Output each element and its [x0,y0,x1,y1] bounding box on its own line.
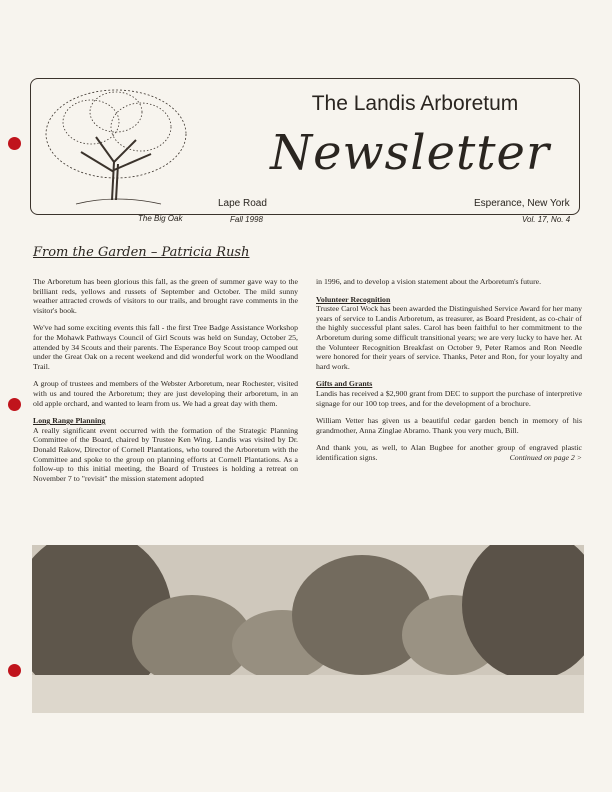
paragraph-text: And thank you, as well, to Alan Bugbee for another group of engraved plastic identification signs. [316,443,582,462]
tree-caption: The Big Oak [138,214,183,223]
oak-tree-illustration [36,82,196,218]
arboretum-photo [32,545,584,713]
section-heading: Long Range Planning [33,416,106,426]
paragraph: Landis has received a $2,900 grant from DEC to support the purchase of interpretive signage for our 100 top trees, and for the development of a brochure. [316,388,582,408]
paragraph: A really significant event occurred with the formation of the Strategic Planning Committee of the Board, chaired by Trustee Ken Wing. Landis was visited by Dr. Donald Rakow, Director of Cornell Plantations, who toured the Arboretum with the Committee and spoke to the group on planning efforts at Cornell Plantations. As a follow-up to this initial meeting, the Board of Trustees is holding a retreat on November 7 to "revisit" the mission statement adopted [33,425,298,483]
punch-hole-bottom [8,664,21,677]
publication-title: The Landis Arboretum [311,92,519,115]
paragraph: Trustee Carol Wock has been awarded the Distinguished Service Award for her many years of service to Landis Arboretum, as treasurer, as Board President, as co-chair of the highly successful plant sales. Carol has been faithful to her commitment to the Arboretum during some difficult transitional years; we are very lucky to have her. At the Volunteer Recognition Breakfast on October 9, Peter Ramos and Ron Needle were honored for their years of service. Thanks, Peter and Ron, for your loyalty and hard work. [316,304,582,371]
paragraph: in 1996, and to develop a vision statement about the Arboretum's future. [316,277,542,286]
address-left: Lape Road [218,198,267,209]
paragraph: William Vetter has given us a beautiful cedar garden bench in memory of his grandmother, Anna Zinglae Abramo. Thank you very much, Bill. [316,416,582,435]
paragraph: We've had some exciting events this fall - the first Tree Badge Assistance Workshop for the Mohawk Pathways Council of Girl Scouts was held on Sunday, October 25, attended by 34 Scouts and their parents. The Esperance Boy Scout troop camped out under the Great Oak on a recent weekend and did wonderful work on the Woodland Trail. [33,323,298,371]
address-right: Esperance, New York [474,198,570,209]
section-heading: Volunteer Recognition [316,294,391,304]
continued-note: Continued on page 2 > [509,452,582,462]
left-column [33,277,298,491]
volume-number: Vol. 17, No. 4 [522,215,571,224]
punch-hole-top [8,137,21,150]
issue-date: Fall 1998 [230,215,263,224]
newsletter-wordmark: Newsletter [270,125,550,181]
photo-trees-illustration [32,545,584,713]
article-heading: From the Garden – Patricia Rush [33,245,250,260]
right-column [316,277,582,463]
paragraph: The Arboretum has been glorious this fall, as the green of summer gave way to the brilliant reds, yellows and russets of September and October. The mild sunny weather attracted crowds of visitors to our trails, and brought rave comments in the visitor's book. [33,277,298,315]
punch-hole-middle [8,398,21,411]
section-heading: Gifts and Grants [316,379,373,389]
paragraph [316,443,582,462]
paragraph: A group of trustees and members of the Webster Arboretum, near Rochester, visited with us and toured the Arboretum; they are just developing their arboretum, in an old apple orchard, and wanted to learn from us. We had a great day with them. [33,379,298,408]
